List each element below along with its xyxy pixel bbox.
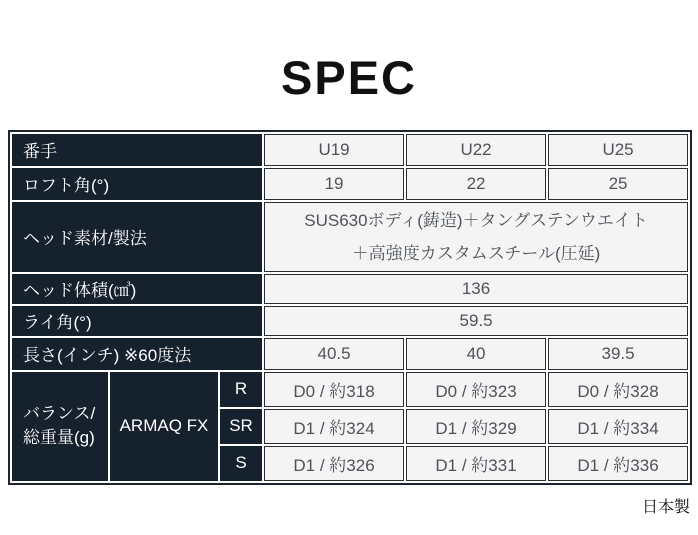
spec-table <box>8 130 692 485</box>
row-header-length: 長さ(インチ) ※60度法 <box>12 338 262 370</box>
row-lie-angle <box>12 306 688 336</box>
cell-flex-sr-u22: D1 / 約329 <box>406 409 546 444</box>
flex-label-sr: SR <box>220 409 262 444</box>
balance-label-line-1: バランス/ <box>23 404 96 424</box>
page-title: SPEC <box>281 51 417 104</box>
cell-length-u22: 40 <box>406 338 546 370</box>
row-club-number <box>12 134 688 166</box>
cell-length-u25: 39.5 <box>548 338 688 370</box>
cell-length-u19: 40.5 <box>264 338 404 370</box>
row-head-volume <box>12 274 688 304</box>
row-header-material: ヘッド素材/製法 <box>12 202 262 272</box>
row-loft <box>12 168 688 200</box>
cell-flex-r-u22: D0 / 約323 <box>406 372 546 407</box>
cell-flex-sr-u19: D1 / 約324 <box>264 409 404 444</box>
flex-label-s: S <box>220 446 262 481</box>
row-header-loft: ロフト角(°) <box>12 168 262 200</box>
cell-loft-u19: 19 <box>264 168 404 200</box>
cell-flex-s-u19: D1 / 約326 <box>264 446 404 481</box>
row-header-lie-angle: ライ角(°) <box>12 306 262 336</box>
row-material <box>12 202 688 272</box>
row-length <box>12 338 688 370</box>
flex-label-r: R <box>220 372 262 407</box>
made-in-japan-note: 日本製 <box>641 498 690 516</box>
cell-flex-s-u25: D1 / 約336 <box>548 446 688 481</box>
cell-flex-r-u19: D0 / 約318 <box>264 372 404 407</box>
cell-head-volume: 136 <box>264 274 688 304</box>
row-header-head-volume: ヘッド体積(㎤) <box>12 274 262 304</box>
cell-model-u19: U19 <box>264 134 404 166</box>
spec-table-wrapper <box>8 130 690 485</box>
balance-label-line-2: 総重量(g) <box>23 428 95 448</box>
row-header-balance-weight <box>12 372 108 481</box>
cell-loft-u22: 22 <box>406 168 546 200</box>
cell-flex-r-u25: D0 / 約328 <box>548 372 688 407</box>
shaft-name-label: ARMAQ FX <box>110 372 218 481</box>
cell-flex-sr-u25: D1 / 約334 <box>548 409 688 444</box>
row-flex-r <box>12 372 688 407</box>
cell-model-u25: U25 <box>548 134 688 166</box>
material-line-2: ＋高強度カスタムスチール(圧延) <box>351 243 601 263</box>
row-header-club-number: 番手 <box>12 134 262 166</box>
cell-lie-angle: 59.5 <box>264 306 688 336</box>
cell-material <box>264 202 688 272</box>
cell-loft-u25: 25 <box>548 168 688 200</box>
cell-model-u22: U22 <box>406 134 546 166</box>
material-line-1: SUS630ボディ(鋳造)＋タングステンウエイト <box>304 210 648 230</box>
cell-flex-s-u22: D1 / 約331 <box>406 446 546 481</box>
